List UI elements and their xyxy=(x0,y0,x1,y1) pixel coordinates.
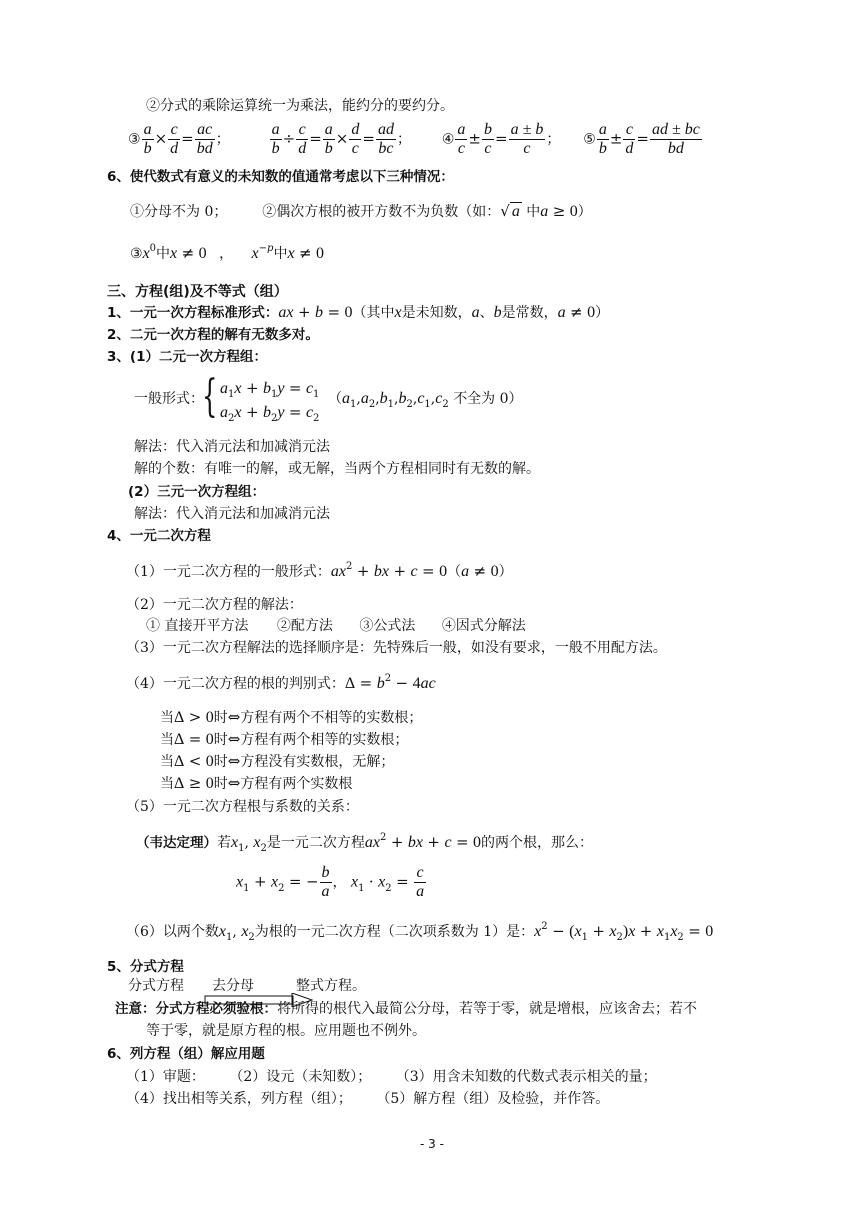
fractional-eq-label: 分式方程 xyxy=(128,978,184,994)
disc-case-4: 当Δ ≥ 0时⇔方程有两个实数根 xyxy=(160,774,353,792)
fraction-rules-row: ③ $\frac{a}{b}$ × $\frac{c}{d}$ = $\frac{ac}{bd}$ ； $\frac{a}{b}$ ÷ $\frac{c}{d}$ = $\frac{a}{b}$ × $\frac{d}{c}$ = $\frac{ad}{bc}$ ； ④ $\frac{a}{c}$ ± $\frac{b}{c}$ = $\frac{a \pm b}{c}$ ； ⑤ $\frac{a}{b}$ ± $\frac{c}{d}$ = $\frac{ad \pm bc}{bd}$ xyxy=(128,121,700,157)
quadratic-method-order: （3）一元二次方程解法的选择顺序是：先特殊后一般，如没有要求，一般不用配方法。 xyxy=(126,640,667,656)
item-5: 5、分式方程 xyxy=(107,959,184,975)
word-problem-steps-1: （1）审题： （2）设元（未知数）； （3）用含未知数的代数式表示相关的量； xyxy=(126,1069,657,1085)
quadratic-methods-title: （2）一元二次方程的解法： xyxy=(126,597,303,613)
clear-denominator-label: 去分母 xyxy=(212,978,254,994)
note-line-1: 注意：分式方程必须验根：将所得的根代入最简公分母，若等于零，就是增根，应该舍去；若不 xyxy=(115,1001,697,1017)
item-6: 6、列方程（组）解应用题 xyxy=(107,1046,265,1062)
rule-multiplication-division: ②分式的乘除运算统一为乘法，能约分的要约分。 xyxy=(146,98,454,114)
item-1-linear: 1、一元一次方程标准形式：ax + b = 0（其中x是未知数，a、b是常数，a ≠ 0） xyxy=(107,303,610,321)
system-brace: { xyxy=(202,371,218,422)
conditions-line-1: ①分母不为 0； ②偶次方根的被开方数不为负数（如：√ a 中a ≥ 0） xyxy=(130,202,592,220)
page-number: - 3 - xyxy=(420,1137,444,1151)
quadratic-from-roots: （6）以两个数$x_1$, $x_2$为根的一元二次方程（二次项系数为 1）是：$x^2 - (x_1 + x_2)x + x_1x_2 = 0$ xyxy=(126,921,714,943)
disc-case-3: 当Δ < 0时⇔方程没有实数根，无解； xyxy=(160,752,395,770)
word-problem-steps-2: （4）找出相等关系，列方程（组）； （5）解方程（组）及检验，并作答。 xyxy=(126,1091,610,1107)
conditions-line-3: $③x^0$中x ≠ 0 ， $x^{-p}$中x ≠ 0 xyxy=(130,243,325,262)
roots-coefficients-title: （5）一元二次方程根与系数的关系： xyxy=(126,799,359,815)
condition-1: ①分母不为 0； xyxy=(130,204,228,220)
item-2: 2、二元一次方程的解有无数多对。 xyxy=(107,327,319,343)
heading-6-meaningful: 6、使代数式有意义的未知数的值通常考虑以下三种情况： xyxy=(107,169,454,185)
circled-4: ④ xyxy=(441,131,455,148)
note-line-2: 等于零，就是原方程的根。应用题也不例外。 xyxy=(146,1023,426,1039)
quadratic-methods: ① 直接开平方法 ②配方法 ③公式法 ④因式分解法 xyxy=(146,618,526,634)
solution-count: 解的个数：有唯一的解，或无解，当两个方程相同时有无数的解。 xyxy=(134,461,540,477)
polynomial-eq-label: 整式方程。 xyxy=(296,978,366,994)
item-3-1: 3、(1）二元一次方程组： xyxy=(107,349,267,365)
circled-3: ③ xyxy=(128,131,141,148)
item-4: 4、一元二次方程 xyxy=(107,528,211,544)
quadratic-general: （1）一元二次方程的一般形式：$ax^2$ + bx + c = 0（a ≠ 0） xyxy=(126,561,513,580)
vieta-statement: （韦达定理）若$x_1$, $x_2$是一元二次方程$ax^2$ + bx + c = 0的两个根，那么： xyxy=(136,832,594,854)
general-form-label: 一般形式： xyxy=(134,391,204,407)
vieta-formulas: $x_1 + x_2$ = − $\frac{b}{a}$ ， $x_1 \cdot x_2$ = $\frac{c}{a}$ xyxy=(236,864,425,900)
solution-method-1: 解法：代入消元法和加减消元法 xyxy=(134,439,330,455)
item-3-2: (2）三元一次方程组： xyxy=(128,484,266,500)
section-3-title: 三、方程(组)及不等式（组） xyxy=(107,284,288,300)
solution-method-2: 解法：代入消元法和加减消元法 xyxy=(134,506,330,522)
disc-case-2: 当Δ = 0时⇔方程有两个相等的实数根； xyxy=(160,730,409,748)
discriminant: （4）一元二次方程的根的判别式：$\Delta = b^2 - 4ac$ xyxy=(126,673,436,692)
condition-2: ②偶次方根的被开方数不为负数（如： xyxy=(262,204,501,220)
system-eq-1: $a_1x + b_1y = c_1$ xyxy=(220,379,320,400)
circled-5: ⑤ xyxy=(583,131,596,148)
system-coeff-note: （$a_1,a_2,b_1,b_2,c_1,c_2$ 不全为 0） xyxy=(328,390,523,410)
system-eq-2: $a_2x + b_2y = c_2$ xyxy=(220,403,320,424)
disc-case-1: 当Δ > 0时⇔方程有两个不相等的实数根； xyxy=(160,708,423,726)
